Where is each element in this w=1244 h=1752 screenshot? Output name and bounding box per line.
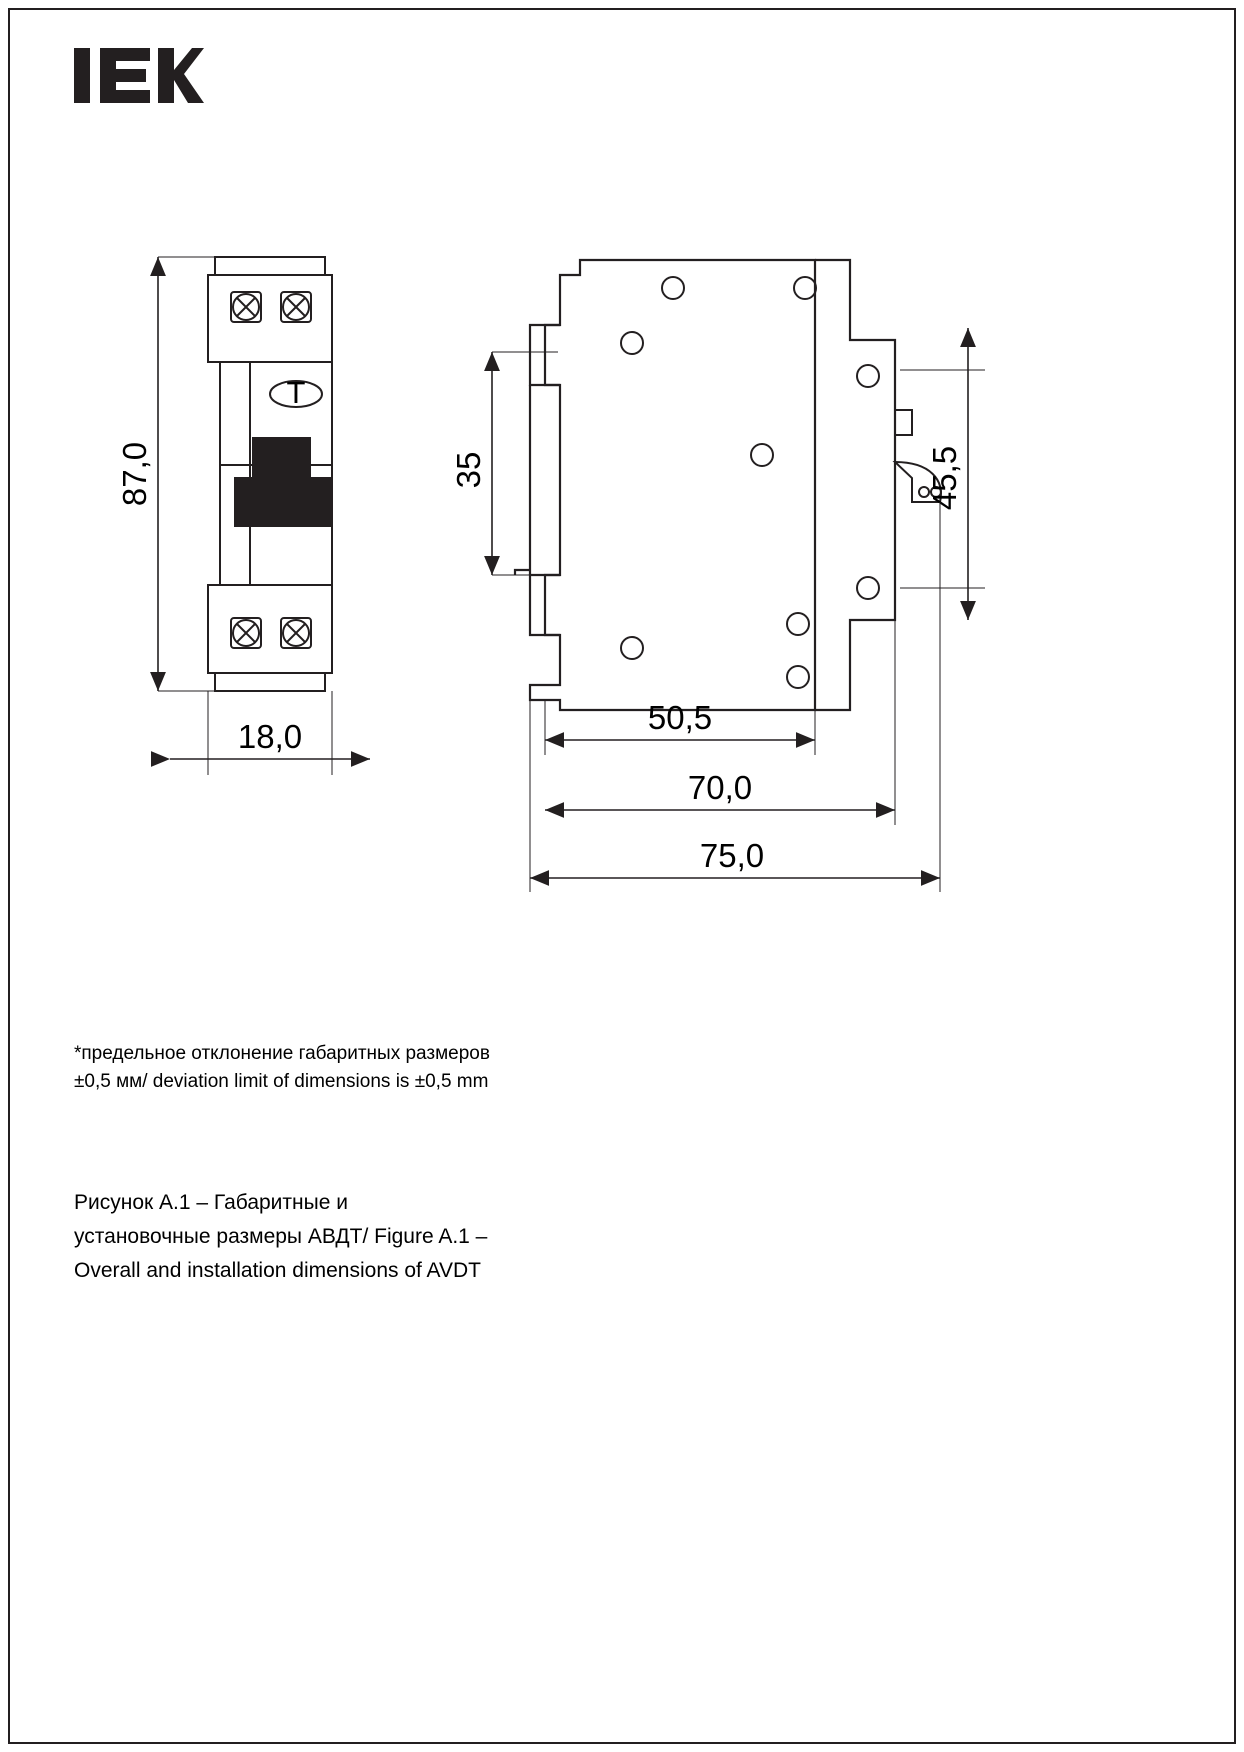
dim-18-label: 18,0: [237, 718, 303, 755]
test-button-label: T: [286, 375, 306, 410]
note-line-1: *предельное отклонение габаритных размеров: [74, 1043, 490, 1064]
caption-line-3: Overall and installation dimensions of AVDT: [74, 1259, 481, 1282]
dim-70-label: 70,0: [687, 769, 753, 806]
dim-75-label: 75,0: [699, 837, 765, 874]
dim-35-label: 35: [450, 451, 487, 489]
iek-logo: [74, 40, 204, 110]
caption-line-2: установочные размеры АВДТ/ Figure A.1 –: [74, 1225, 488, 1248]
dim-50-5-label: 50,5: [647, 699, 713, 736]
note-line-2: ±0,5 мм/ deviation limit of dimensions is ±0,5 mm: [74, 1071, 489, 1092]
technical-drawing: [60, 230, 1120, 930]
dim-87-label: 87,0: [116, 441, 153, 507]
figure-caption: [74, 1186, 714, 1288]
caption-line-1: Рисунок А.1 – Габаритные и: [74, 1191, 348, 1214]
dim-45-5-label: 45,5: [926, 445, 963, 511]
deviation-note: [74, 1040, 694, 1096]
